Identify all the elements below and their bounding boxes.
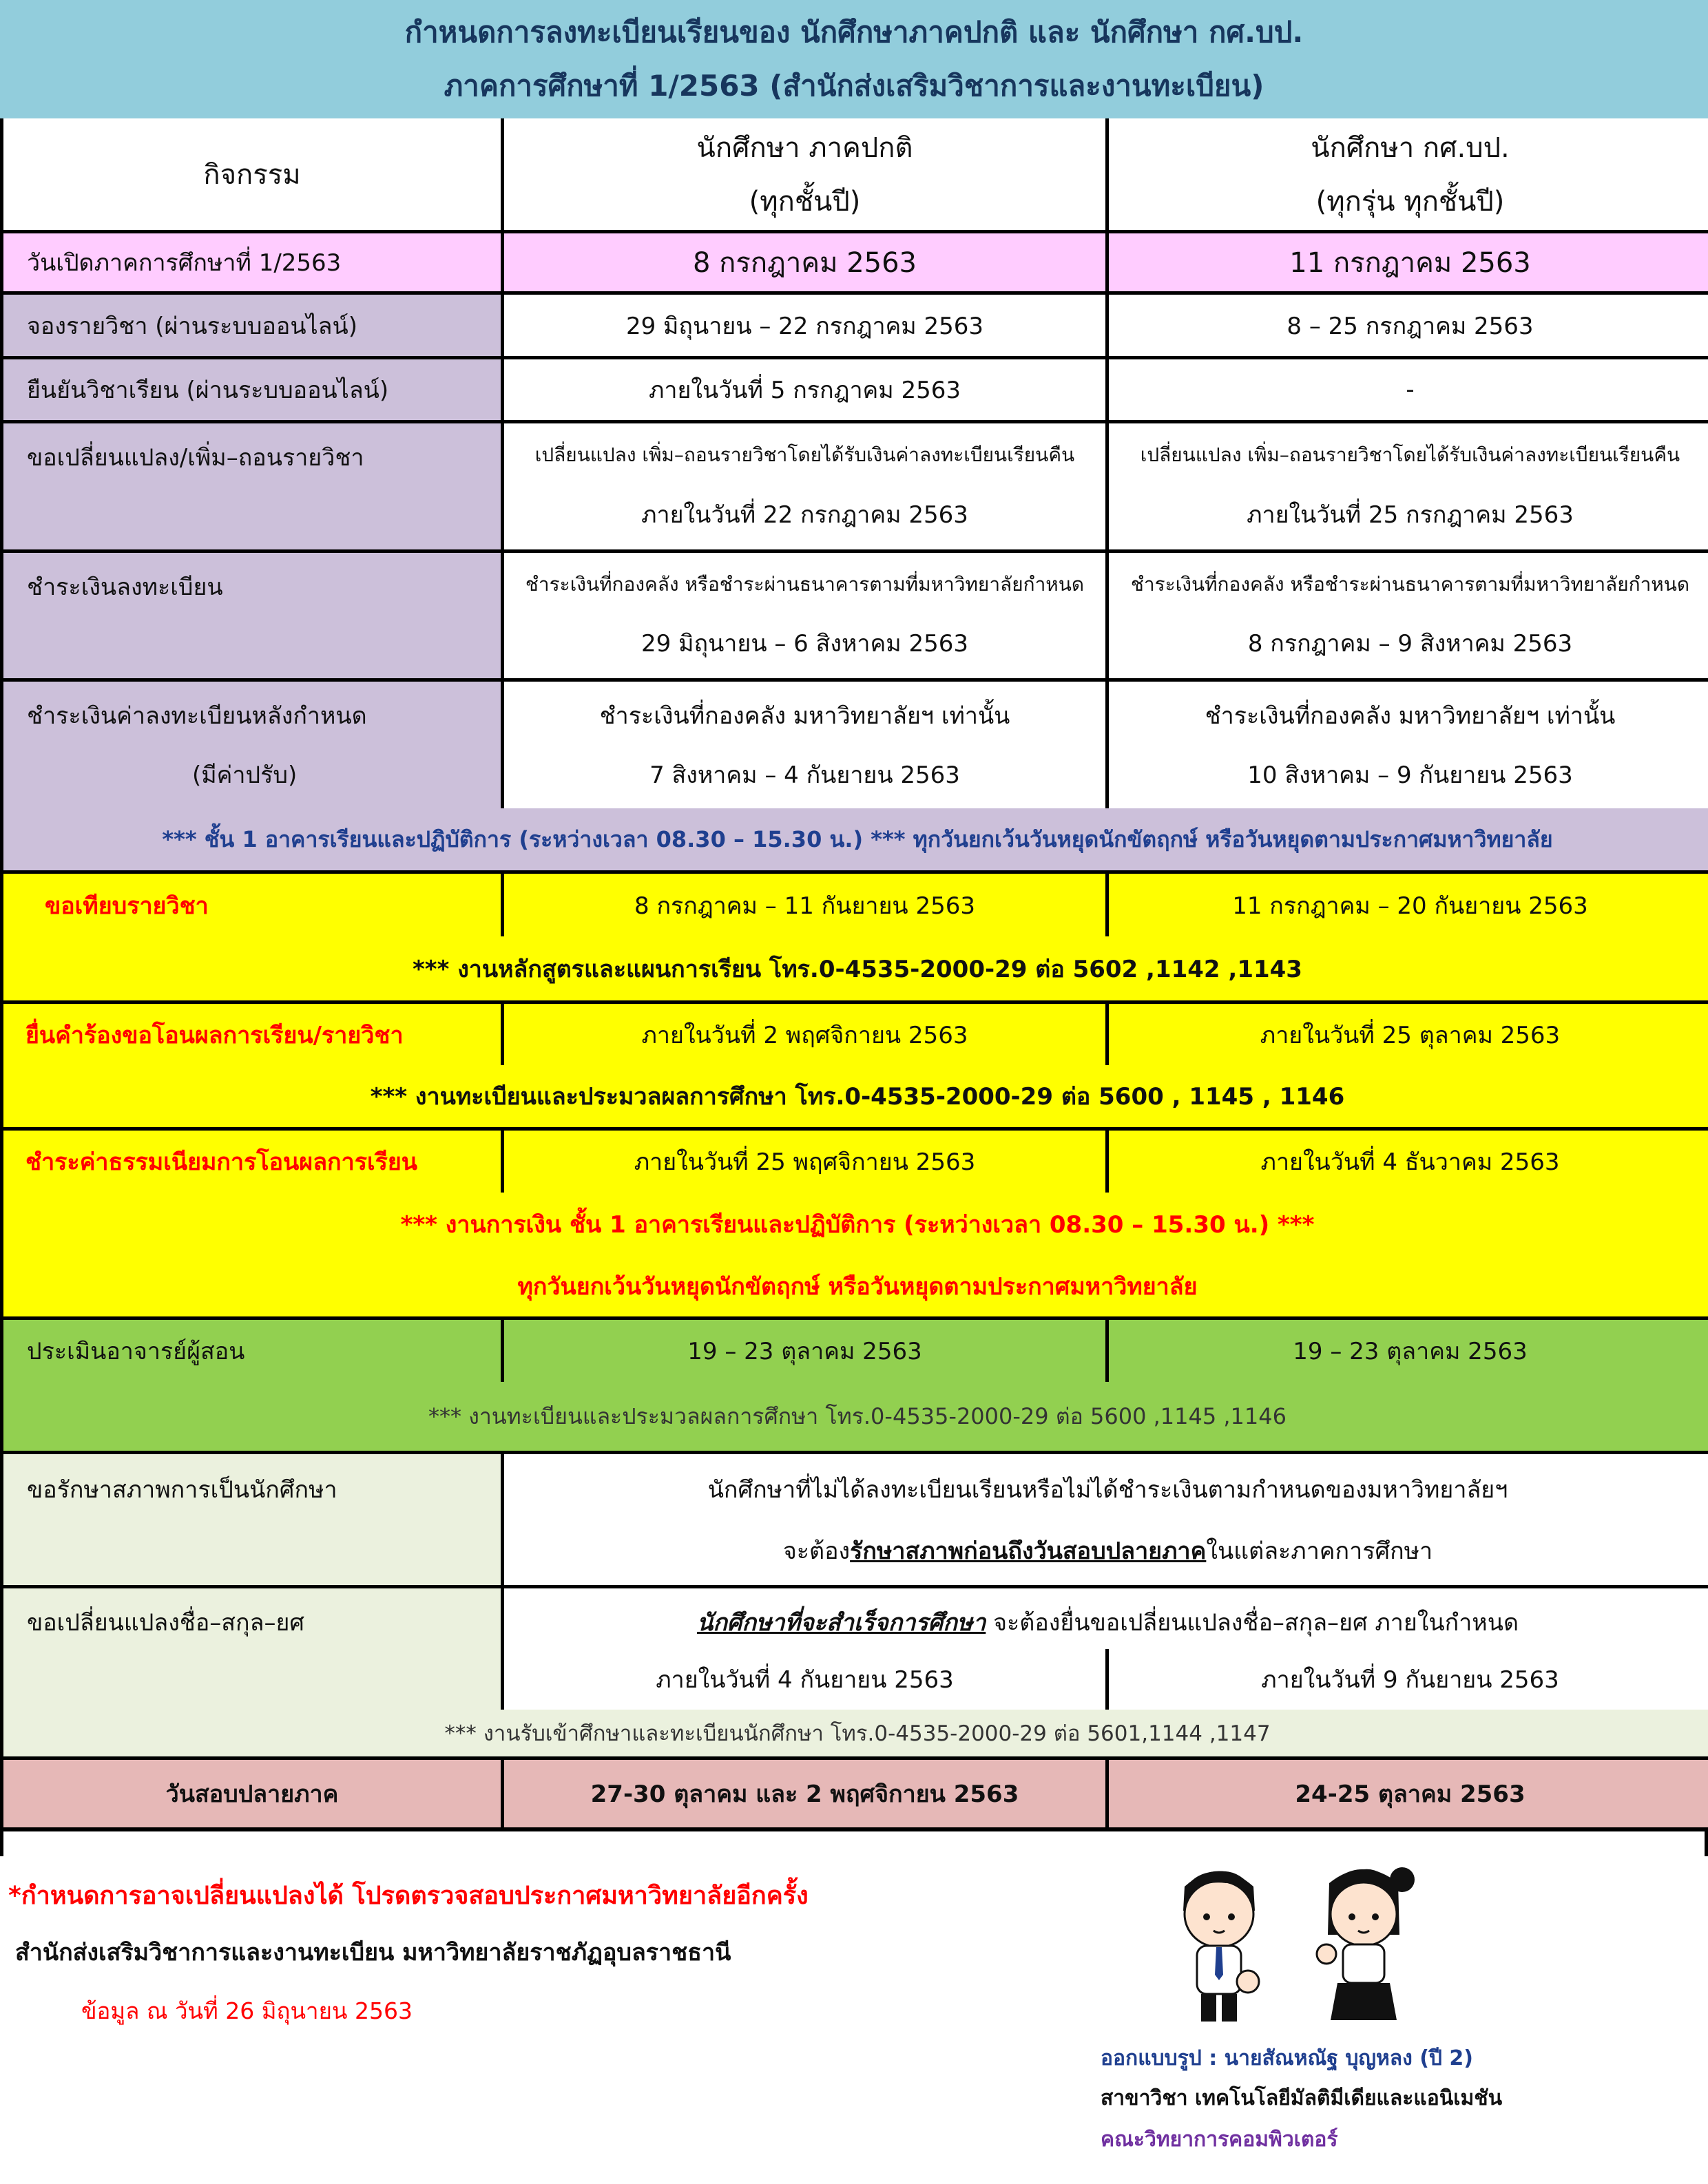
row-pay (3, 553, 1708, 678)
equiv-regular-text: 8 กรกฎาคม – 11 กันยายน 2563 (634, 892, 975, 920)
col-special-sub: (ทุกรุ่น ทุกชั้นปี) (1315, 186, 1505, 218)
confirm-label (3, 359, 501, 420)
reserve-special (1105, 295, 1708, 356)
transfer-note (3, 1065, 1708, 1127)
rename-label (3, 1588, 501, 1710)
equiv-regular (501, 874, 1105, 936)
row-final-exam (3, 1760, 1708, 1827)
change-special (1105, 423, 1708, 549)
late-regular (501, 682, 1105, 808)
transfer-regular-text: ภายในวันที่ 2 พฤศจิกายน 2563 (641, 1021, 968, 1049)
maintain-label-text: ขอรักษาสภาพการเป็นนักศึกษา (27, 1476, 337, 1504)
change-regular (501, 423, 1105, 549)
row-semester-open (3, 233, 1708, 291)
pay-regular-date: 29 มิถุนายน – 6 สิงหาคม 2563 (641, 630, 968, 658)
exam-regular-text: 27-30 ตุลาคม และ 2 พฤศจิกายน 2563 (590, 1781, 1019, 1808)
rename-note (3, 1710, 1708, 1756)
header-title: กำหนดการลงทะเบียนเรียนของ นักศึกษาภาคปกติ และ นักศึกษา กศ.บป. (404, 15, 1304, 49)
credit-program: สาขาวิชา เทคโนโลยีมัลติมีเดียและแอนิเมชัน (1101, 2086, 1503, 2110)
exam-special-text: 24-25 ตุลาคม 2563 (1295, 1781, 1525, 1808)
eval-special (1105, 1320, 1708, 1382)
transfer-label (3, 1004, 501, 1065)
finance-note-text: *** ชั้น 1 อาคารเรียนและปฏิบัติการ (ระหว่างเวลา 08.30 – 15.30 น.) *** ทุกวันยกเว้นวันหยุดนักขัตฤกษ์ หรือวันหยุดตามประกาศมหาวิทยาลัย (162, 826, 1553, 852)
row-confirm (3, 359, 1708, 420)
confirm-special-text: - (1406, 376, 1415, 403)
footer-data-date: ข้อมูล ณ วันที่ 26 มิถุนายน 2563 (81, 1997, 413, 2024)
exam-label (3, 1760, 501, 1827)
exam-special (1105, 1760, 1708, 1827)
equiv-note (3, 936, 1708, 1000)
col-regular-label: นักศึกษา ภาคปกติ (696, 132, 913, 164)
col-activity-header (3, 118, 501, 230)
eval-note-text: *** งานทะเบียนและประมวลผลการศึกษา โทร.0-4535-2000-29 ต่อ 5600 ,1145 ,1146 (428, 1403, 1287, 1429)
reserve-regular (501, 295, 1105, 356)
pay-label-text: ชำระเงินลงทะเบียน (27, 574, 223, 601)
col-special-header (1105, 118, 1708, 230)
credit-faculty: คณะวิทยาการคอมพิวเตอร์ (1101, 2128, 1338, 2152)
confirm-label-text: ยืนยันวิชาเรียน (ผ่านระบบออนไลน์) (27, 377, 389, 404)
reserve-label (3, 295, 501, 356)
reserve-label-text: จองรายวิชา (ผ่านระบบออนไลน์) (27, 312, 358, 340)
cartoon-students-illustration (1157, 1859, 1446, 2031)
rename-note-text: *** งานรับเข้าศึกษาและทะเบียนนักศึกษา โทร.0-4535-2000-29 ต่อ 5601,1144 ,1147 (444, 1721, 1271, 1746)
open-special-text: 11 กรกฎาคม 2563 (1289, 247, 1531, 279)
maintain-line1: นักศึกษาที่ไม่ได้ลงทะเบียนเรียนหรือไม่ได้ชำระเงินตามกำหนดของมหาวิทยาลัยฯ (707, 1476, 1508, 1504)
col-regular-header (501, 118, 1105, 230)
equiv-special-text: 11 กรกฎาคม – 20 กันยายน 2563 (1232, 892, 1588, 920)
maintain-line2-emphasis: รักษาสภาพก่อนถึงวันสอบปลายภาค (850, 1537, 1207, 1565)
rename-line-post: จะต้องยื่นขอเปลี่ยนแปลงชื่อ–สกุล–ยศ ภายในกำหนด (986, 1609, 1519, 1637)
open-regular-text: 8 กรกฎาคม 2563 (692, 247, 917, 279)
fee-note2-text: ทุกวันยกเว้นวันหยุดนักขัตฤกษ์ หรือวันหยุดตามประกาศมหาวิทยาลัย (517, 1273, 1198, 1301)
late-label (3, 682, 501, 808)
confirm-regular (501, 359, 1105, 420)
fee-special-text: ภายในวันที่ 4 ธันวาคม 2563 (1260, 1148, 1560, 1176)
col-regular-sub: (ทุกชั้นปี) (749, 186, 861, 218)
row-transfer (3, 1004, 1708, 1065)
eval-note (3, 1382, 1708, 1451)
equiv-special (1105, 874, 1708, 936)
open-regular (501, 233, 1105, 291)
late-regular-date: 7 สิงหาคม – 4 กันยายน 2563 (649, 762, 960, 789)
row-change (3, 423, 1708, 549)
rename-line-emphasis: นักศึกษาที่จะสำเร็จการศึกษา (696, 1609, 986, 1637)
late-special-note: ชำระเงินที่กองคลัง มหาวิทยาลัยฯ เท่านั้น (1205, 702, 1616, 730)
transfer-note-text: *** งานทะเบียนและประมวลผลการศึกษา โทร.0-4535-2000-29 ต่อ 5600 , 1145 , 1146 (370, 1083, 1345, 1111)
header-subtitle: ภาคการศึกษาที่ 1/2563 (สำนักส่งเสริมวิชาการและงานทะเบียน) (444, 69, 1264, 103)
row-equivalence (3, 874, 1708, 936)
pay-regular-note: ชำระเงินที่กองคลัง หรือชำระผ่านธนาคารตามที่มหาวิทยาลัยกำหนด (525, 573, 1085, 596)
fee-label (3, 1131, 501, 1193)
row-reserve (3, 295, 1708, 356)
rename-regular (501, 1649, 1105, 1710)
boy-illustration (1183, 1871, 1259, 2022)
row-evaluation (3, 1320, 1708, 1382)
exam-regular (501, 1760, 1105, 1827)
row-transfer-fee (3, 1131, 1708, 1193)
maintain-detail (501, 1454, 1708, 1585)
footer-office: สำนักส่งเสริมวิชาการและงานทะเบียน มหาวิทยาลัยราชภัฏอุบลราชธานี (15, 1939, 731, 1966)
transfer-regular (501, 1004, 1105, 1065)
change-label (3, 423, 501, 549)
row-late-pay (3, 682, 1708, 808)
change-special-date: ภายในวันที่ 25 กรกฎาคม 2563 (1247, 501, 1574, 529)
pay-special-note: ชำระเงินที่กองคลัง หรือชำระผ่านธนาคารตามที่มหาวิทยาลัยกำหนด (1130, 573, 1690, 596)
page-header (0, 0, 1708, 118)
open-special (1105, 233, 1708, 291)
eval-regular-text: 19 – 23 ตุลาคม 2563 (687, 1338, 922, 1365)
equiv-label-text: ขอเทียบรายวิชา (45, 892, 209, 920)
eval-label-text: ประเมินอาจารย์ผู้สอน (27, 1338, 245, 1365)
fee-regular-text: ภายในวันที่ 25 พฤศจิกายน 2563 (634, 1148, 976, 1176)
footer-disclaimer: *กำหนดการอาจเปลี่ยนแปลงได้ โปรดตรวจสอบประกาศมหาวิทยาลัยอีกครั้ง (8, 1882, 809, 1910)
maintain-line2-post: ในแต่ละภาคการศึกษา (1206, 1537, 1433, 1565)
rename-label-text: ขอเปลี่ยนแปลงชื่อ–สกุล–ยศ (27, 1609, 304, 1637)
row-rename (3, 1588, 1708, 1710)
maintain-line2-pre: จะต้อง (782, 1537, 851, 1565)
girl-illustration (1317, 1867, 1415, 2020)
late-label-text: ชำระเงินค่าลงทะเบียนหลังกำหนด (27, 702, 367, 730)
confirm-regular-text: ภายในวันที่ 5 กรกฎาคม 2563 (648, 377, 961, 404)
exam-label-text: วันสอบปลายภาค (165, 1781, 339, 1808)
rename-regular-text: ภายในวันที่ 4 กันยายน 2563 (656, 1666, 954, 1694)
transfer-special-text: ภายในวันที่ 25 ตุลาคม 2563 (1260, 1021, 1561, 1049)
pay-regular (501, 553, 1105, 678)
row-maintain-status (3, 1454, 1708, 1585)
late-regular-note: ชำระเงินที่กองคลัง มหาวิทยาลัยฯ เท่านั้น (599, 702, 1010, 730)
fee-label-text: ชำระค่าธรรมเนียมการโอนผลการเรียน (25, 1148, 418, 1176)
col-special-label: นักศึกษา กศ.บป. (1311, 132, 1510, 164)
eval-label (3, 1320, 501, 1382)
late-label-sub: (มีค่าปรับ) (192, 762, 298, 789)
table-header-row (3, 118, 1708, 230)
open-label-text: วันเปิดภาคการศึกษาที่ 1/2563 (27, 249, 342, 277)
pay-special (1105, 553, 1708, 678)
fee-special (1105, 1131, 1708, 1193)
late-special (1105, 682, 1708, 808)
fee-regular (501, 1131, 1105, 1193)
confirm-special (1105, 359, 1708, 420)
fee-note-line2 (3, 1256, 1708, 1316)
transfer-label-text: ยื่นคำร้องขอโอนผลการเรียน/รายวิชา (25, 1021, 404, 1049)
open-label (3, 233, 501, 291)
finance-note (3, 808, 1708, 870)
fee-note1-text: *** งานการเงิน ชั้น 1 อาคารเรียนและปฏิบัติการ (ระหว่างเวลา 08.30 – 15.30 น.) *** (400, 1211, 1315, 1239)
reserve-regular-text: 29 มิถุนายน – 22 กรกฎาคม 2563 (625, 312, 984, 340)
schedule-table (0, 118, 1708, 1856)
change-regular-date: ภายในวันที่ 22 กรกฎาคม 2563 (641, 501, 968, 529)
rename-special-text: ภายในวันที่ 9 กันยายน 2563 (1261, 1666, 1559, 1694)
pay-special-date: 8 กรกฎาคม – 9 สิงหาคม 2563 (1247, 630, 1573, 658)
maintain-line2 (783, 1532, 1433, 1569)
rename-special (1105, 1649, 1708, 1710)
eval-regular (501, 1320, 1105, 1382)
reserve-special-text: 8 – 25 กรกฎาคม 2563 (1287, 312, 1534, 340)
maintain-label (3, 1454, 501, 1585)
designer-credit: ออกแบบรูป : นายสัณหณัฐ บุญหลง (ปี 2) (1101, 2046, 1473, 2070)
pay-label (3, 553, 501, 678)
fee-note-line1 (3, 1193, 1708, 1256)
col-activity-label: กิจกรรม (203, 159, 301, 191)
late-special-date: 10 สิงหาคม – 9 กันยายน 2563 (1247, 762, 1573, 789)
equiv-label (3, 874, 501, 936)
row-divider (3, 1827, 1708, 1831)
transfer-special (1105, 1004, 1708, 1065)
change-regular-note: เปลี่ยนแปลง เพิ่ม–ถอนรายวิชาโดยได้รับเงินค่าลงทะเบียนเรียนคืน (534, 443, 1075, 467)
eval-special-text: 19 – 23 ตุลาคม 2563 (1293, 1338, 1528, 1365)
change-special-note: เปลี่ยนแปลง เพิ่ม–ถอนรายวิชาโดยได้รับเงินค่าลงทะเบียนเรียนคืน (1140, 443, 1680, 467)
rename-line (697, 1604, 1519, 1641)
equiv-note-text: *** งานหลักสูตรและแผนการเรียน โทร.0-4535-2000-29 ต่อ 5602 ,1142 ,1143 (413, 955, 1302, 983)
change-label-text: ขอเปลี่ยนแปลง/เพิ่ม–ถอนรายวิชา (27, 444, 364, 472)
